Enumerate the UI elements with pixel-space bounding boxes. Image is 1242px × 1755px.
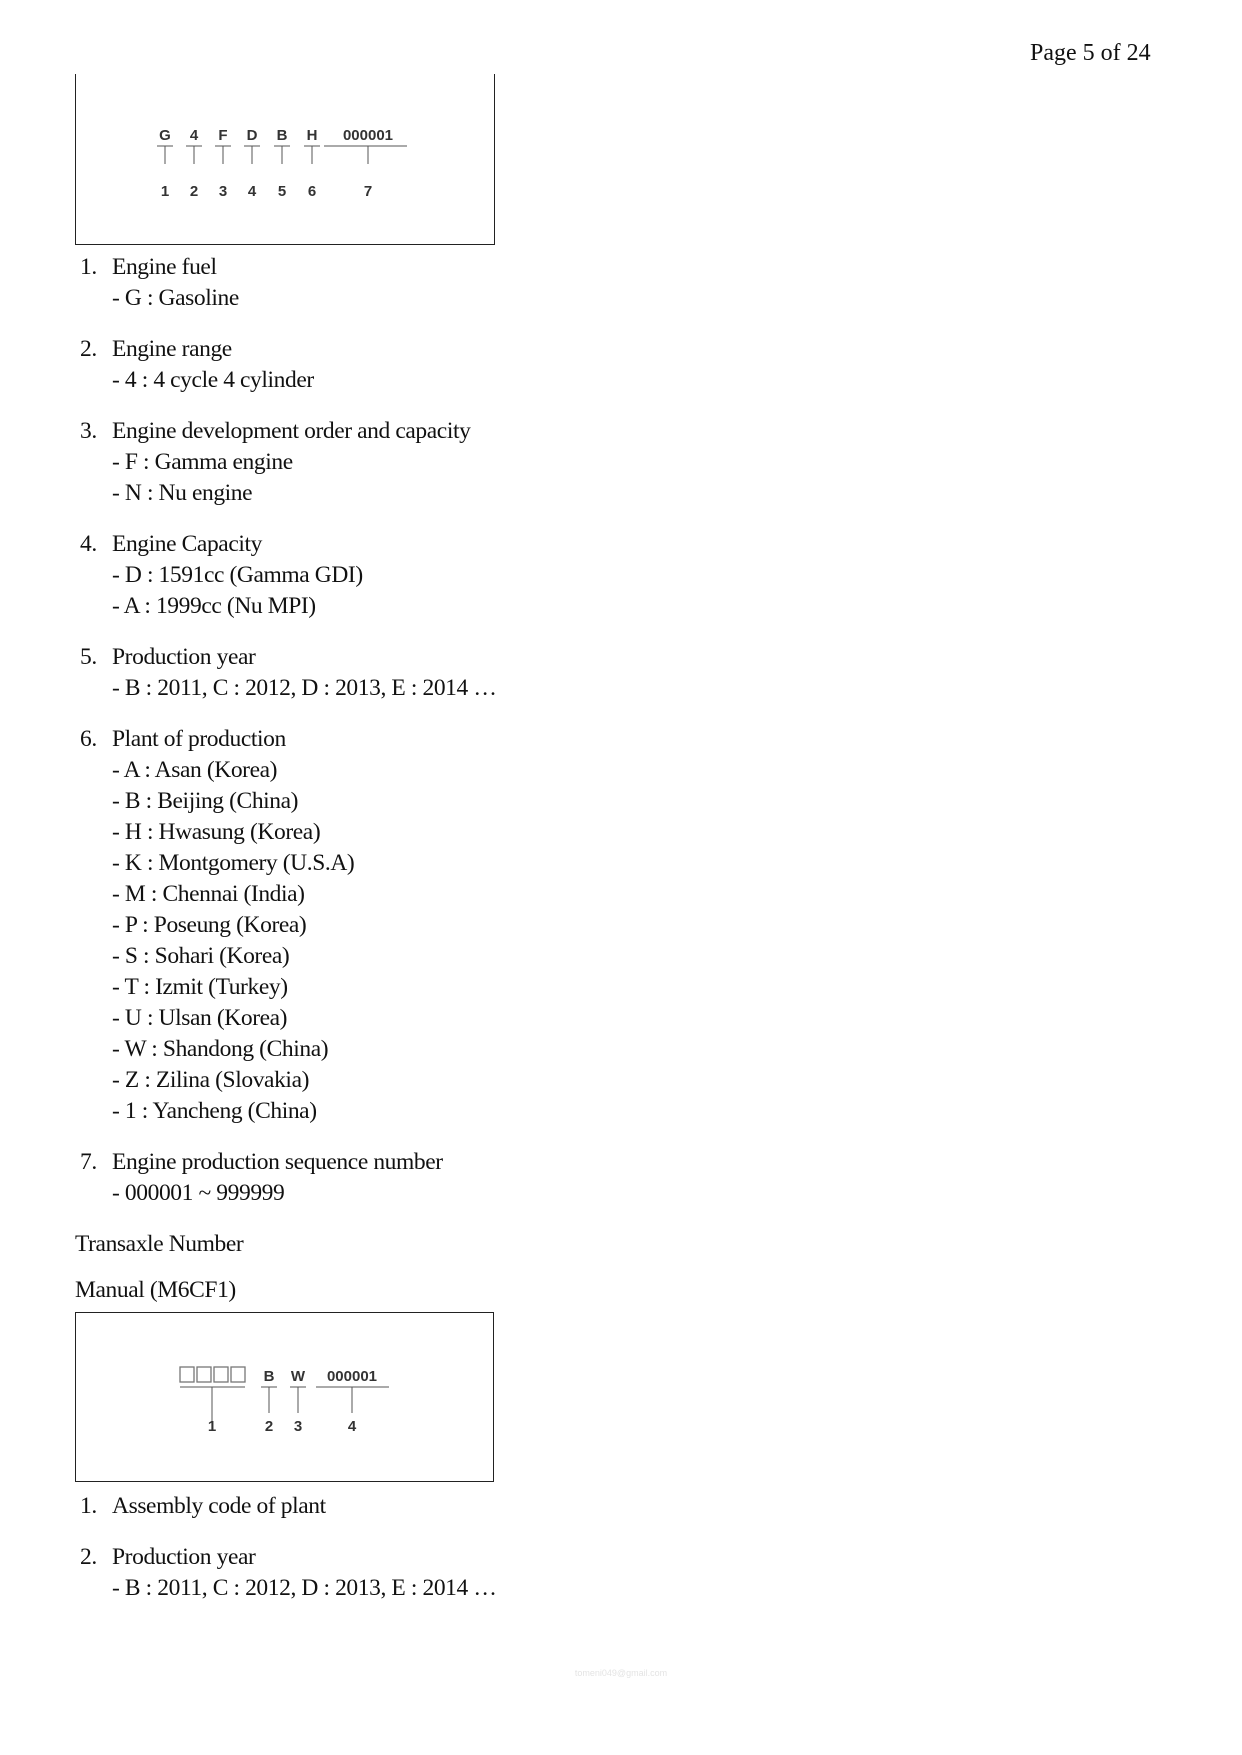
transaxle-number-figure — [75, 1312, 494, 1482]
engine-index-1: 1 — [160, 183, 170, 200]
transaxle-code-4: 000001 — [326, 1368, 378, 1385]
transaxle-index-3: 3 — [293, 1418, 303, 1435]
section-heading: Transaxle Number — [75, 1231, 244, 1257]
transaxle-number-legend — [80, 1491, 496, 1624]
transaxle-code-3: W — [290, 1368, 306, 1385]
engine-index-4: 4 — [247, 183, 257, 200]
engine-code-2: 4 — [189, 127, 199, 144]
list-item: 7. Engine production sequence number - 000001 ~ 999999 — [80, 1149, 443, 1206]
engine-code-5: B — [276, 127, 288, 144]
engine-index-6: 6 — [307, 183, 317, 200]
list-item: 6. Plant of production - A : Asan (Korea) - B : Beijing (China) - H : Hwasung (Korea) - K : Montgomery (U.S.A) - M : Chennai (India) - P : Poseung (Korea) - S : Sohari (Korea) - T : Izmit (Turkey) - U : Ulsan (Korea) - W : Shandong (China) - Z : Zilina (Slovakia) - 1 : Yancheng (China) — [80, 726, 355, 1124]
watermark: tomeni049@gmail.com — [574, 1668, 668, 1678]
transaxle-index-4: 4 — [347, 1418, 357, 1435]
engine-index-2: 2 — [189, 183, 199, 200]
list-item: 2. Production year - B : 2011, C : 2012, D : 2013, E : 2014 … — [80, 1544, 497, 1601]
transaxle-number-diagram — [76, 1313, 493, 1481]
list-item: 5. Production year - B : 2011, C : 2012, D : 2013, E : 2014 … — [80, 644, 497, 701]
engine-index-3: 3 — [218, 183, 228, 200]
transaxle-index-2: 2 — [264, 1418, 274, 1435]
engine-code-3: F — [218, 127, 228, 144]
list-item: 4. Engine Capacity - D : 1591cc (Gamma GDI) - A : 1999cc (Nu MPI) — [80, 531, 363, 619]
blank-code-boxes — [180, 1367, 245, 1382]
engine-code-4: D — [246, 127, 258, 144]
list-item: 3. Engine development order and capacity - F : Gamma engine - N : Nu engine — [80, 418, 471, 506]
engine-number-diagram — [76, 74, 494, 244]
transaxle-code-2: B — [263, 1368, 275, 1385]
transaxle-index-1: 1 — [207, 1418, 217, 1435]
engine-number-figure — [75, 74, 495, 245]
page-number: Page 5 of 24 — [1030, 40, 1151, 66]
engine-code-6: H — [306, 127, 318, 144]
list-item: 2. Engine range - 4 : 4 cycle 4 cylinder — [80, 336, 314, 393]
section-subheading: Manual (M6CF1) — [75, 1277, 236, 1303]
list-item: 1. Assembly code of plant — [80, 1493, 326, 1519]
list-item: 1. Engine fuel - G : Gasoline — [80, 254, 239, 311]
engine-number-legend — [80, 252, 496, 1229]
engine-index-7: 7 — [363, 183, 373, 200]
engine-code-7: 000001 — [342, 127, 394, 144]
engine-code-1: G — [159, 127, 171, 144]
engine-index-5: 5 — [277, 183, 287, 200]
